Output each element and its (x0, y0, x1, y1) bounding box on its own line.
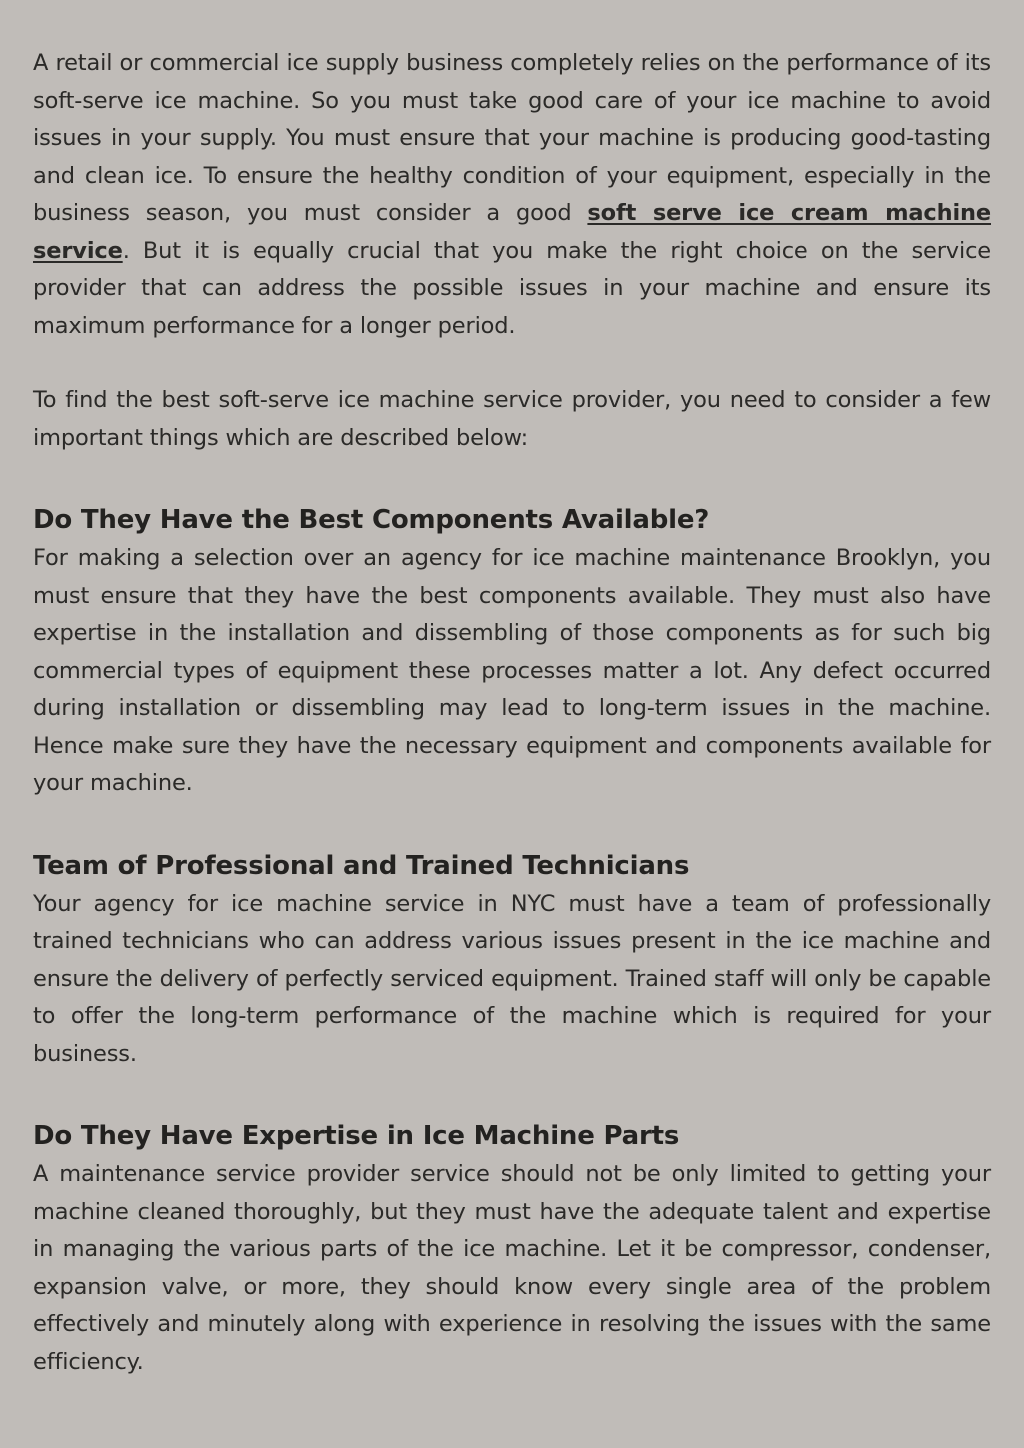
soft-serve-service-link[interactable]: soft serve ice cream machine service (33, 200, 991, 264)
intro-text-after-link: . But it is equally crucial that you make the right choice on the service provider that can address the possible issues in your machine and ensure its maximum performance for a longer period. (33, 237, 991, 339)
section-machine-parts (33, 1116, 991, 1381)
intro-text-before-link: A retail or commercial ice supply business completely relies on the performance of its soft-serve ice machine. So you must take good care of your ice machine to avoid issues in your supply. You must ensure that your machine is producing good-tasting and clean ice. To ensure the healthy condition of your equipment, especially in the business season, you must consider a good (33, 50, 991, 226)
section-body: A maintenance service provider service should not be only limited to getting your machine cleaned thoroughly, but they must have the adequate talent and expertise in managing the various parts of the ice machine. Let it be compressor, condenser, expansion valve, or more, they should know every single area of the problem effectively and minutely along with experience in resolving the issues with the same efficiency. (33, 1161, 991, 1375)
section-technicians (33, 846, 991, 1074)
intro-paragraph-2: To find the best soft-serve ice machine service provider, you need to consider a few important things which are described below: (33, 387, 991, 451)
section-heading: Team of Professional and Trained Technicians (33, 850, 690, 881)
section-body: For making a selection over an agency for ice machine maintenance Brooklyn, you must ensure that they have the best components available. They must also have expertise in the installation and dissembling of those components as for such big commercial types of equipment these processes matter a lot. Any defect occurred during installation or dissembling may lead to long-term issues in the machine. Hence make sure they have the necessary equipment and components available for your machine. (33, 545, 991, 796)
intro-paragraph-1 (33, 45, 991, 345)
section-heading: Do They Have the Best Components Available? (33, 505, 710, 535)
section-heading: Do They Have Expertise in Ice Machine Parts (33, 1121, 680, 1151)
section-components (33, 500, 991, 803)
section-body: Your agency for ice machine service in NYC must have a team of professionally trained technicians who can address various issues present in the ice machine and ensure the delivery of perfectly serviced equipment. Trained staff will only be capable to offer the long-term performance of the machine which is required for your business. (33, 890, 991, 1067)
